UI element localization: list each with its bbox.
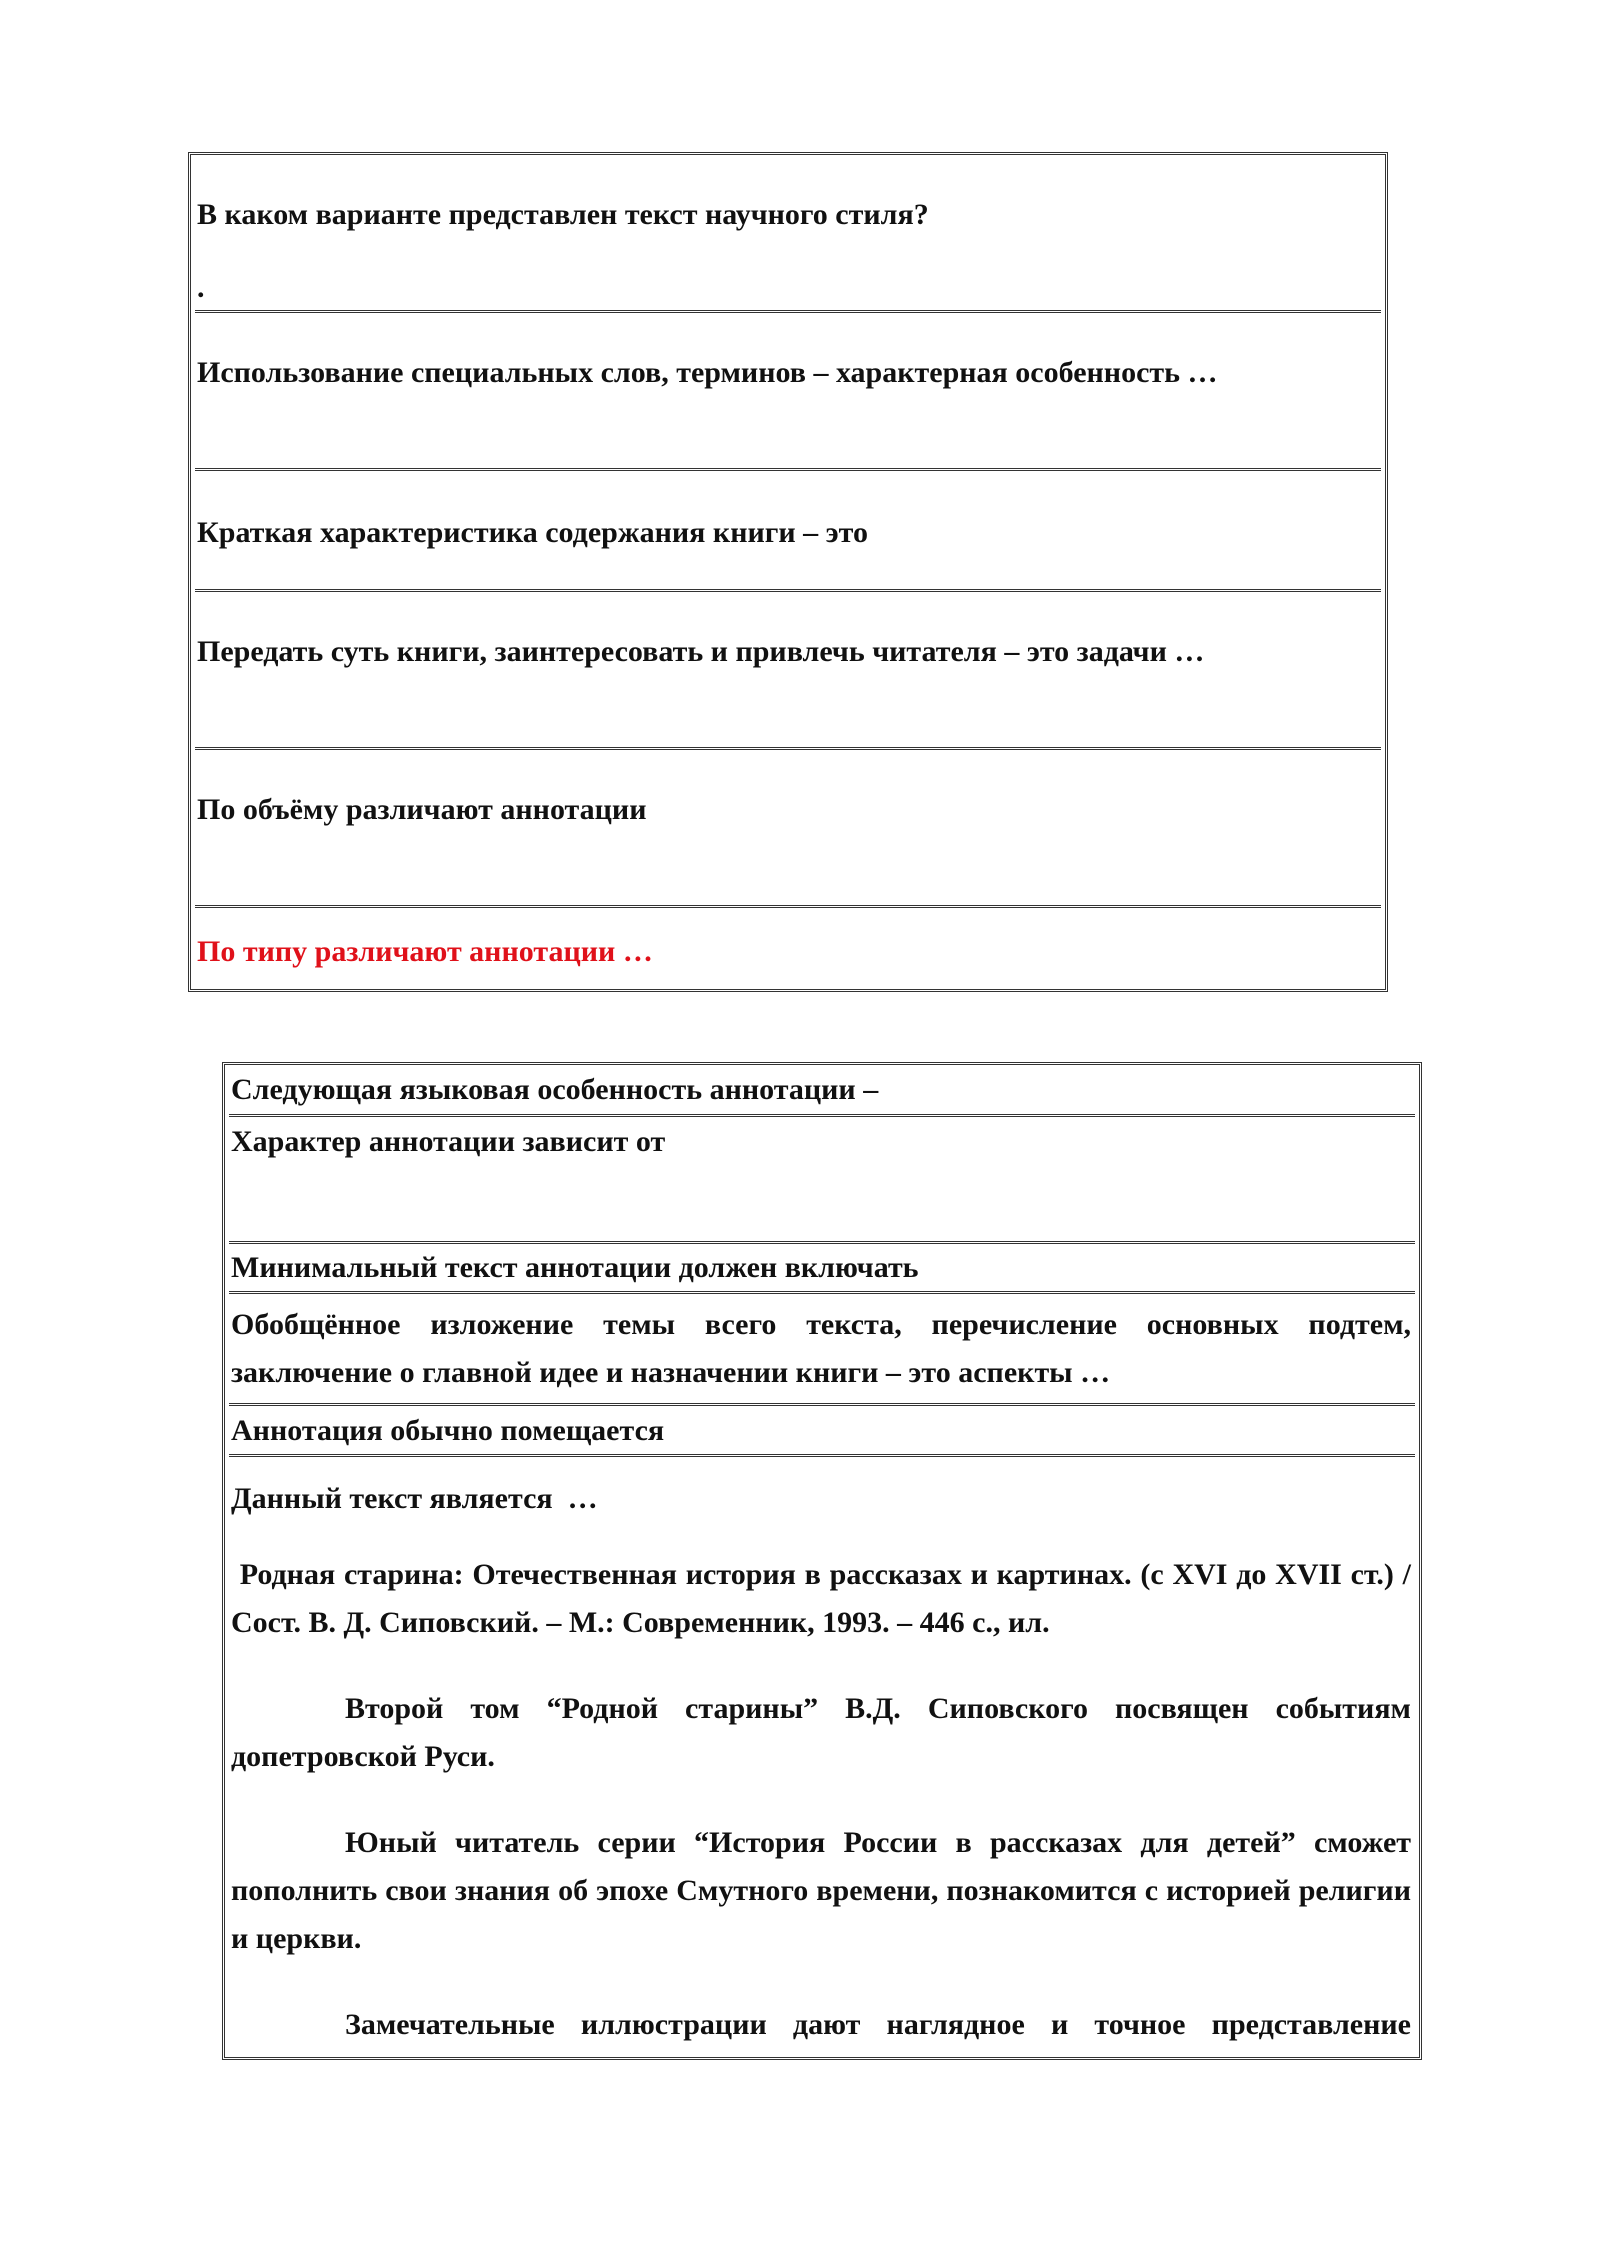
table-row <box>195 750 1381 908</box>
table-row <box>229 1294 1415 1406</box>
question-text: В каком варианте представлен текст научного стиля? <box>197 198 929 231</box>
question-text: По объёму различают аннотации <box>197 793 647 826</box>
annotation-paragraph: Замечательные иллюстрации дают наглядное и точное представление <box>345 2008 1411 2041</box>
table-row <box>195 155 1381 313</box>
table-row <box>229 1244 1415 1294</box>
question-text: Характер аннотации зависит от <box>231 1125 666 1158</box>
question-text: Данный текст является … <box>231 1482 598 1515</box>
table-row <box>229 1117 1415 1244</box>
table-row <box>229 1065 1415 1117</box>
table-row <box>229 1406 1415 1457</box>
question-table-1 <box>188 152 1388 992</box>
question-text: Использование специальных слов, терминов – характерная особенность … <box>197 356 1218 389</box>
table-row <box>195 471 1381 592</box>
annotation-paragraph: Юный читатель серии “История России в рассказах для детей” сможет пополнить свои знания об эпохе Смутного времени, познакомится с историей религии и церкви. <box>231 1826 1411 1955</box>
question-text: Краткая характеристика содержания книги – это <box>197 516 868 549</box>
question-table-2 <box>222 1062 1422 2060</box>
question-extra-mark: . <box>197 271 205 304</box>
table-row <box>229 1457 1419 2057</box>
annotation-paragraph: Второй том “Родной старины” В.Д. Сиповского посвящен событиям допетровской Руси. <box>231 1692 1411 1773</box>
question-text: Аннотация обычно помещается <box>231 1414 665 1447</box>
table-row <box>195 908 1381 988</box>
question-text-highlighted: По типу различают аннотации … <box>197 935 653 968</box>
question-text: Передать суть книги, заинтересовать и привлечь читателя – это задачи … <box>197 635 1205 668</box>
sample-annotation-text <box>231 1551 1419 2049</box>
bibliography-entry: Родная старина: Отечественная история в рассказах и картинах. (с XVI до XVII ст.) / Сост. В. Д. Сиповский. – М.: Современник, 1993. – 446 с., ил. <box>231 1558 1419 1639</box>
question-text: Обобщённое изложение темы всего текста, перечисление основных подтем, заключение о главной идее и назначении книги – это аспекты … <box>231 1308 1411 1389</box>
question-text: Следующая языковая особенность аннотации – <box>231 1073 879 1106</box>
question-text: Минимальный текст аннотации должен включать <box>231 1251 919 1284</box>
table-row <box>195 592 1381 750</box>
table-row <box>195 313 1381 471</box>
